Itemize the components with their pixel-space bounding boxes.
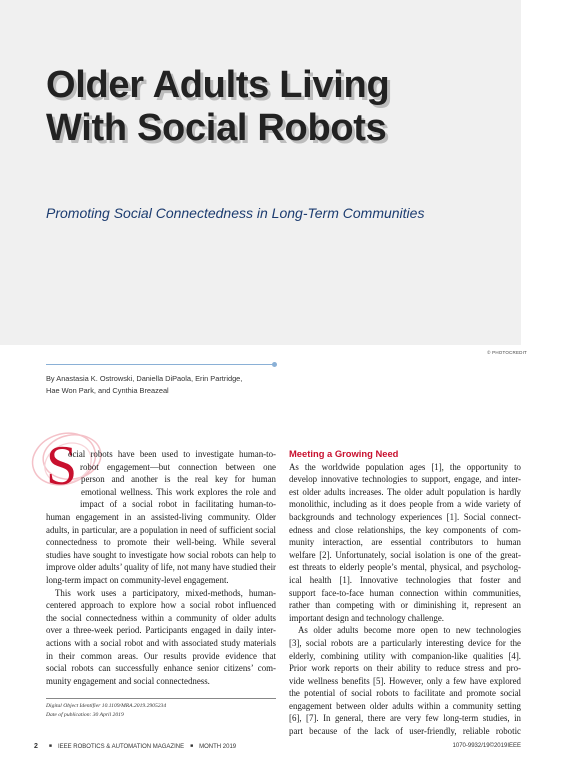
text-line: munity interaction, are essential contributors to human (289, 537, 521, 548)
author-byline (46, 373, 286, 397)
text-line: backgrounds and technology experiences [1]. Social connect- (289, 511, 521, 522)
footnote-divider (46, 698, 276, 699)
abstract-column (46, 448, 276, 687)
text-line: improve older adults’ quality of life, not many have studied their (46, 562, 276, 573)
text-line: support face-to-face human connection within communities, (289, 587, 521, 598)
magazine-name: IEEE ROBOTICS & AUTOMATION MAGAZINE (57, 744, 185, 750)
text-line: social robots can successfully enhance senior citizens’ com- (46, 663, 276, 674)
section-heading: Meeting a Growing Need (289, 448, 399, 459)
text-line: As the worldwide population ages [1], the opportunity to (289, 461, 521, 472)
text-line: develop innovative technologies to support, engage, and inter- (289, 474, 521, 485)
text-line: actions with a social robot and with associated study materials (46, 637, 276, 648)
author-line: By Anastasia K. Ostrowski, Daniella DiPaola, Erin Partridge, (46, 374, 243, 383)
title-line: Older Adults Living (46, 64, 390, 106)
divider-dot (272, 362, 277, 367)
text-line: [6], [7]. In general, there are very few long-term studies, in (289, 713, 521, 724)
text-line: est older adults increases. The older adult population is hardly (289, 486, 521, 497)
text-line: vide wellness benefits [5]. However, only a few have explored (289, 675, 521, 686)
publication-date: Date of publication: 30 April 2019 (46, 712, 124, 718)
text-line: in their common areas. Our results provide evidence that (46, 650, 276, 661)
article-subtitle: Promoting Social Connectedness in Long-Term Communities (46, 205, 425, 221)
text-line: centered approach to explore how a social robot influenced (46, 600, 276, 611)
text-line: edness and close relationships, the key components of com- (289, 524, 521, 535)
text-line: engagement between older adults within a community setting (289, 700, 521, 711)
text-line: long-term impact on community-level engagement. (46, 574, 229, 585)
text-line: person and another is the real key for human (81, 474, 276, 485)
text-line: connectedness to promote their well-being. While several (46, 537, 276, 548)
text-line: Prior work reports on their ability to reduce stress and pro- (289, 663, 521, 674)
author-line: Hae Won Park, and Cynthia Breazeal (46, 386, 169, 395)
text-line: human engagement in an assisted-living community. Older (46, 511, 276, 522)
text-line: the social connectedness within a community of older adults (46, 612, 276, 623)
text-line: est threats to elderly people’s mental, physical, and psycholog- (289, 562, 521, 573)
title-banner (0, 0, 521, 345)
text-line: part because of the lack of user-friendly, reliable robotic (289, 726, 521, 737)
author-divider (46, 364, 274, 365)
text-line: elderly, combining utility with companion-like qualities [4]. (289, 650, 521, 661)
text-line: the potential of social robots to facilitate and promote social (289, 688, 521, 699)
text-line: robot engagement—but connection between one (80, 461, 276, 472)
body-column (289, 448, 521, 738)
text-line: studies have sought to investigate how social robots can help to (46, 549, 276, 560)
text-line: over a three-week period. Participants engaged in daily inter- (46, 625, 276, 636)
text-line: As older adults become more open to new technologies (298, 625, 521, 636)
text-line: important design and technology challenge. (289, 612, 445, 623)
text-line: emotional wellness. This work explores the role and (81, 486, 276, 497)
article-title (46, 64, 506, 150)
title-line: With Social Robots (46, 107, 387, 149)
text-line: welfare [2]. Unfortunately, social isolation is one of the great- (289, 549, 521, 560)
text-line: [3], social robots are a particularly interesting device for the (289, 637, 521, 648)
doi-text: Digital Object Identifier 10.1109/MRA.2019.2905234 (46, 703, 167, 709)
footer-bullet: ■ (48, 743, 52, 749)
text-line: adults, in particular, are a population in need of sufficient social (46, 524, 276, 535)
page-footer (34, 743, 236, 750)
text-line: monolithic, including as it does people from a wide variety of (289, 499, 521, 510)
drop-cap: S (46, 435, 78, 497)
text-line: This work uses a participatory, mixed-methods, human- (55, 587, 276, 598)
text-line: impact of a social robot in facilitating human-to- (80, 499, 276, 510)
text-line: rather than competing with or diminishing it, represent an (289, 600, 521, 611)
footer-bullet: ■ (190, 743, 194, 749)
text-line: ocial robots have been used to investigate human-to- (68, 449, 276, 459)
page-number: 2 (34, 743, 38, 750)
footnote (46, 702, 166, 720)
copyright: 1070-9932/19©2019IEEE (452, 743, 521, 749)
text-line: munity engagement and social connectedness. (46, 675, 210, 686)
image-credit: © PHOTOCREDIT (487, 350, 527, 355)
issue-date: MONTH 2019 (199, 744, 237, 750)
text-line: ical health [1]. Innovative technologies that foster and (289, 574, 521, 585)
